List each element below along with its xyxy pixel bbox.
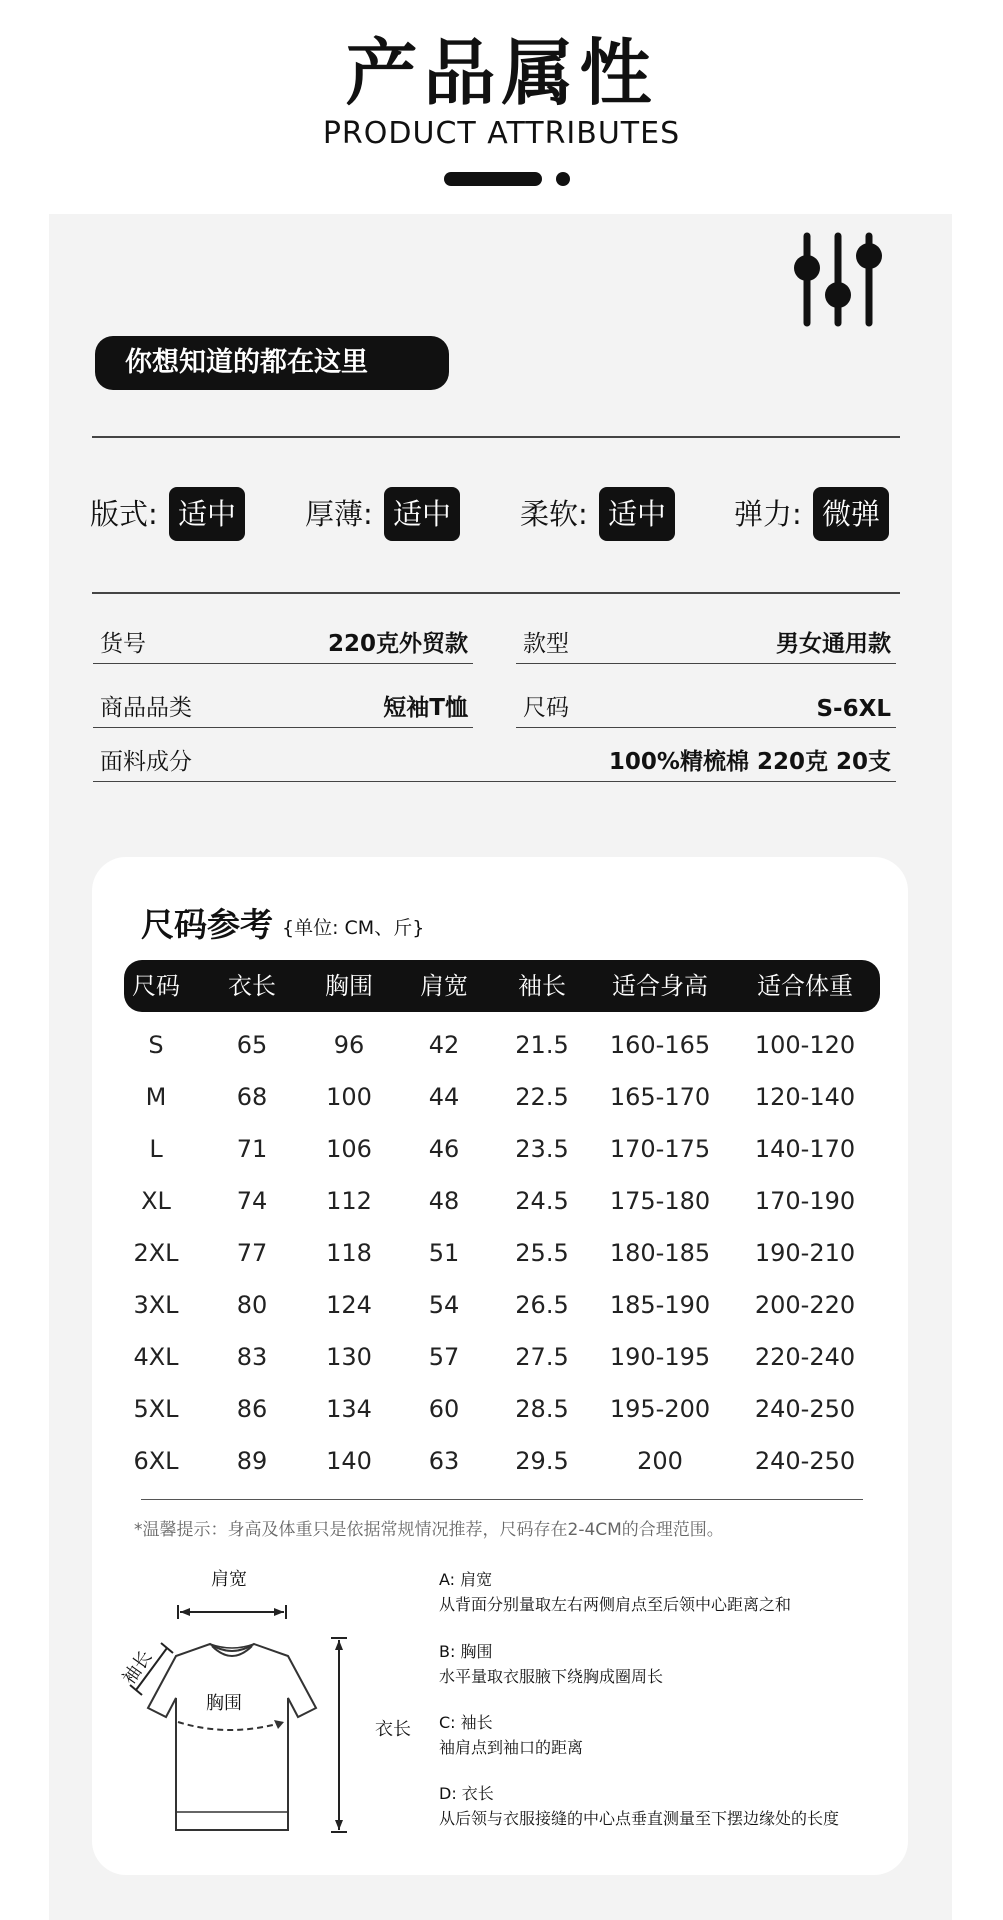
spec-value: S-6XL	[816, 696, 891, 722]
table-cell: 3XL	[133, 1291, 179, 1319]
table-cell: 112	[326, 1187, 372, 1215]
table-cell: 77	[236, 1239, 268, 1267]
table-cell: 100	[326, 1083, 372, 1111]
measurement-text-sleeve: 袖肩点到袖口的距离	[439, 1738, 584, 1757]
spec-label: 货号	[100, 631, 146, 657]
table-cell: 51	[428, 1239, 460, 1267]
page-title: 产品属性	[345, 31, 658, 115]
table-cell: 57	[428, 1343, 460, 1371]
table-cell: 89	[236, 1447, 268, 1475]
table-header-cell: 胸围	[325, 972, 373, 1000]
measurement-title-sleeve: C: 袖长	[439, 1713, 493, 1732]
divider-middle	[92, 592, 900, 594]
table-cell: 80	[236, 1291, 268, 1319]
table-cell: 24.5	[515, 1187, 569, 1215]
table-cell: 21.5	[515, 1031, 569, 1059]
table-cell: 160-165	[609, 1031, 711, 1059]
size-table-header	[124, 960, 880, 1012]
table-cell: 42	[428, 1031, 460, 1059]
table-cell: 220-240	[754, 1343, 856, 1371]
spec-fabric	[93, 742, 896, 782]
table-cell: 96	[333, 1031, 365, 1059]
attribute-value-badge: 微弹	[813, 487, 889, 541]
attribute-value-badge: 适中	[169, 487, 245, 541]
attribute-label: 版式:	[90, 497, 158, 531]
table-cell: 190-210	[754, 1239, 856, 1267]
table-cell: 240-250	[754, 1447, 856, 1475]
table-cell: 140-170	[754, 1135, 856, 1163]
table-cell: 54	[428, 1291, 460, 1319]
attribute-label: 弹力:	[734, 497, 802, 531]
table-cell: 5XL	[133, 1395, 179, 1423]
table-cell: 2XL	[133, 1239, 179, 1267]
table-header-cell: 尺码	[132, 972, 180, 1000]
spec-label: 款型	[523, 631, 569, 657]
table-cell: 63	[428, 1447, 460, 1475]
spec-value: 短袖T恤	[383, 695, 468, 721]
table-cell: 46	[428, 1135, 460, 1163]
measurement-text-shoulder: 从背面分别量取左右两侧肩点至后领中心距离之和	[439, 1595, 792, 1614]
divider-top	[92, 436, 900, 438]
table-cell: 71	[236, 1135, 268, 1163]
sliders-icon	[793, 232, 883, 327]
table-cell: 106	[326, 1135, 372, 1163]
table-cell: 83	[236, 1343, 268, 1371]
measurement-title-chest: B: 胸围	[439, 1642, 493, 1661]
table-cell: 6XL	[133, 1447, 179, 1475]
diagram-label-length: 衣长	[375, 1719, 411, 1740]
table-cell: 175-180	[609, 1187, 711, 1215]
measurement-text-length: 从后领与衣服接缝的中心点垂直测量至下摆边缘处的长度	[439, 1809, 840, 1828]
diagram-label-sleeve: 袖长	[118, 1646, 157, 1689]
table-cell: 74	[236, 1187, 268, 1215]
spec-item-number	[93, 624, 473, 664]
table-bottom-divider	[141, 1499, 863, 1500]
table-cell: 190-195	[609, 1343, 711, 1371]
table-cell: 48	[428, 1187, 460, 1215]
diagram-label-chest: 胸围	[206, 1693, 242, 1714]
table-header-cell: 适合身高	[612, 972, 708, 1000]
table-cell: 170-175	[609, 1135, 711, 1163]
tshirt-diagram	[120, 1562, 370, 1862]
table-cell: 86	[236, 1395, 268, 1423]
size-chart-unit: {单位: CM、斤}	[282, 917, 425, 939]
table-cell: 118	[326, 1239, 372, 1267]
table-cell: 60	[428, 1395, 460, 1423]
table-cell: 124	[326, 1291, 372, 1319]
attribute-value-badge: 适中	[599, 487, 675, 541]
table-cell: XL	[141, 1187, 171, 1215]
table-cell: 23.5	[515, 1135, 569, 1163]
table-header-cell: 肩宽	[420, 972, 468, 1000]
table-cell: 100-120	[754, 1031, 856, 1059]
table-header-cell: 适合体重	[757, 972, 853, 1000]
table-cell: 130	[326, 1343, 372, 1371]
intro-pill: 你想知道的都在这里	[95, 336, 449, 390]
attribute-label: 厚薄:	[305, 497, 373, 531]
spec-value: 100%精梳棉 220克 20支	[608, 749, 891, 775]
diagram-label-shoulder: 肩宽	[211, 1569, 247, 1590]
table-cell: 65	[236, 1031, 268, 1059]
table-cell: 195-200	[609, 1395, 711, 1423]
table-cell: L	[149, 1135, 163, 1163]
table-header-cell: 袖长	[518, 972, 566, 1000]
spec-style	[516, 624, 896, 664]
table-cell: 180-185	[609, 1239, 711, 1267]
table-cell: 28.5	[515, 1395, 569, 1423]
table-header-cell: 衣长	[228, 972, 276, 1000]
attribute-label: 柔软:	[520, 497, 588, 531]
table-cell: S	[148, 1031, 164, 1059]
spec-value: 男女通用款	[776, 631, 891, 657]
spec-category	[93, 688, 473, 728]
table-cell: 120-140	[754, 1083, 856, 1111]
table-cell: 140	[326, 1447, 372, 1475]
attribute-value-badge: 适中	[384, 487, 460, 541]
table-cell: 185-190	[609, 1291, 711, 1319]
table-cell: 22.5	[515, 1083, 569, 1111]
page-subtitle: PRODUCT ATTRIBUTES	[322, 116, 681, 151]
header-dot-decoration	[556, 172, 570, 186]
table-cell: M	[145, 1083, 167, 1111]
table-cell: 165-170	[609, 1083, 711, 1111]
table-cell: 25.5	[515, 1239, 569, 1267]
measurement-text-chest: 水平量取衣服腋下绕胸成圈周长	[439, 1667, 664, 1686]
measurement-title-shoulder: A: 肩宽	[439, 1570, 493, 1589]
table-cell: 200	[637, 1447, 683, 1475]
header-bar-decoration	[444, 172, 542, 186]
size-chart-card	[92, 857, 908, 1875]
table-cell: 44	[428, 1083, 460, 1111]
table-cell: 170-190	[754, 1187, 856, 1215]
table-cell: 4XL	[133, 1343, 179, 1371]
spec-label: 面料成分	[100, 749, 192, 775]
spec-label: 商品品类	[100, 695, 192, 721]
table-cell: 27.5	[515, 1343, 569, 1371]
table-cell: 240-250	[754, 1395, 856, 1423]
table-cell: 29.5	[515, 1447, 569, 1475]
table-cell: 134	[326, 1395, 372, 1423]
table-cell: 68	[236, 1083, 268, 1111]
table-cell: 200-220	[754, 1291, 856, 1319]
size-chart-title: 尺码参考	[141, 905, 273, 944]
spec-size	[516, 688, 896, 728]
spec-value: 220克外贸款	[327, 631, 468, 657]
table-cell: 26.5	[515, 1291, 569, 1319]
measurement-title-length: D: 衣长	[439, 1784, 494, 1803]
spec-label: 尺码	[523, 695, 569, 721]
size-tip: *温馨提示：身高及体重只是依据常规情况推荐，尺码存在2-4CM的合理范围。	[134, 1520, 724, 1540]
